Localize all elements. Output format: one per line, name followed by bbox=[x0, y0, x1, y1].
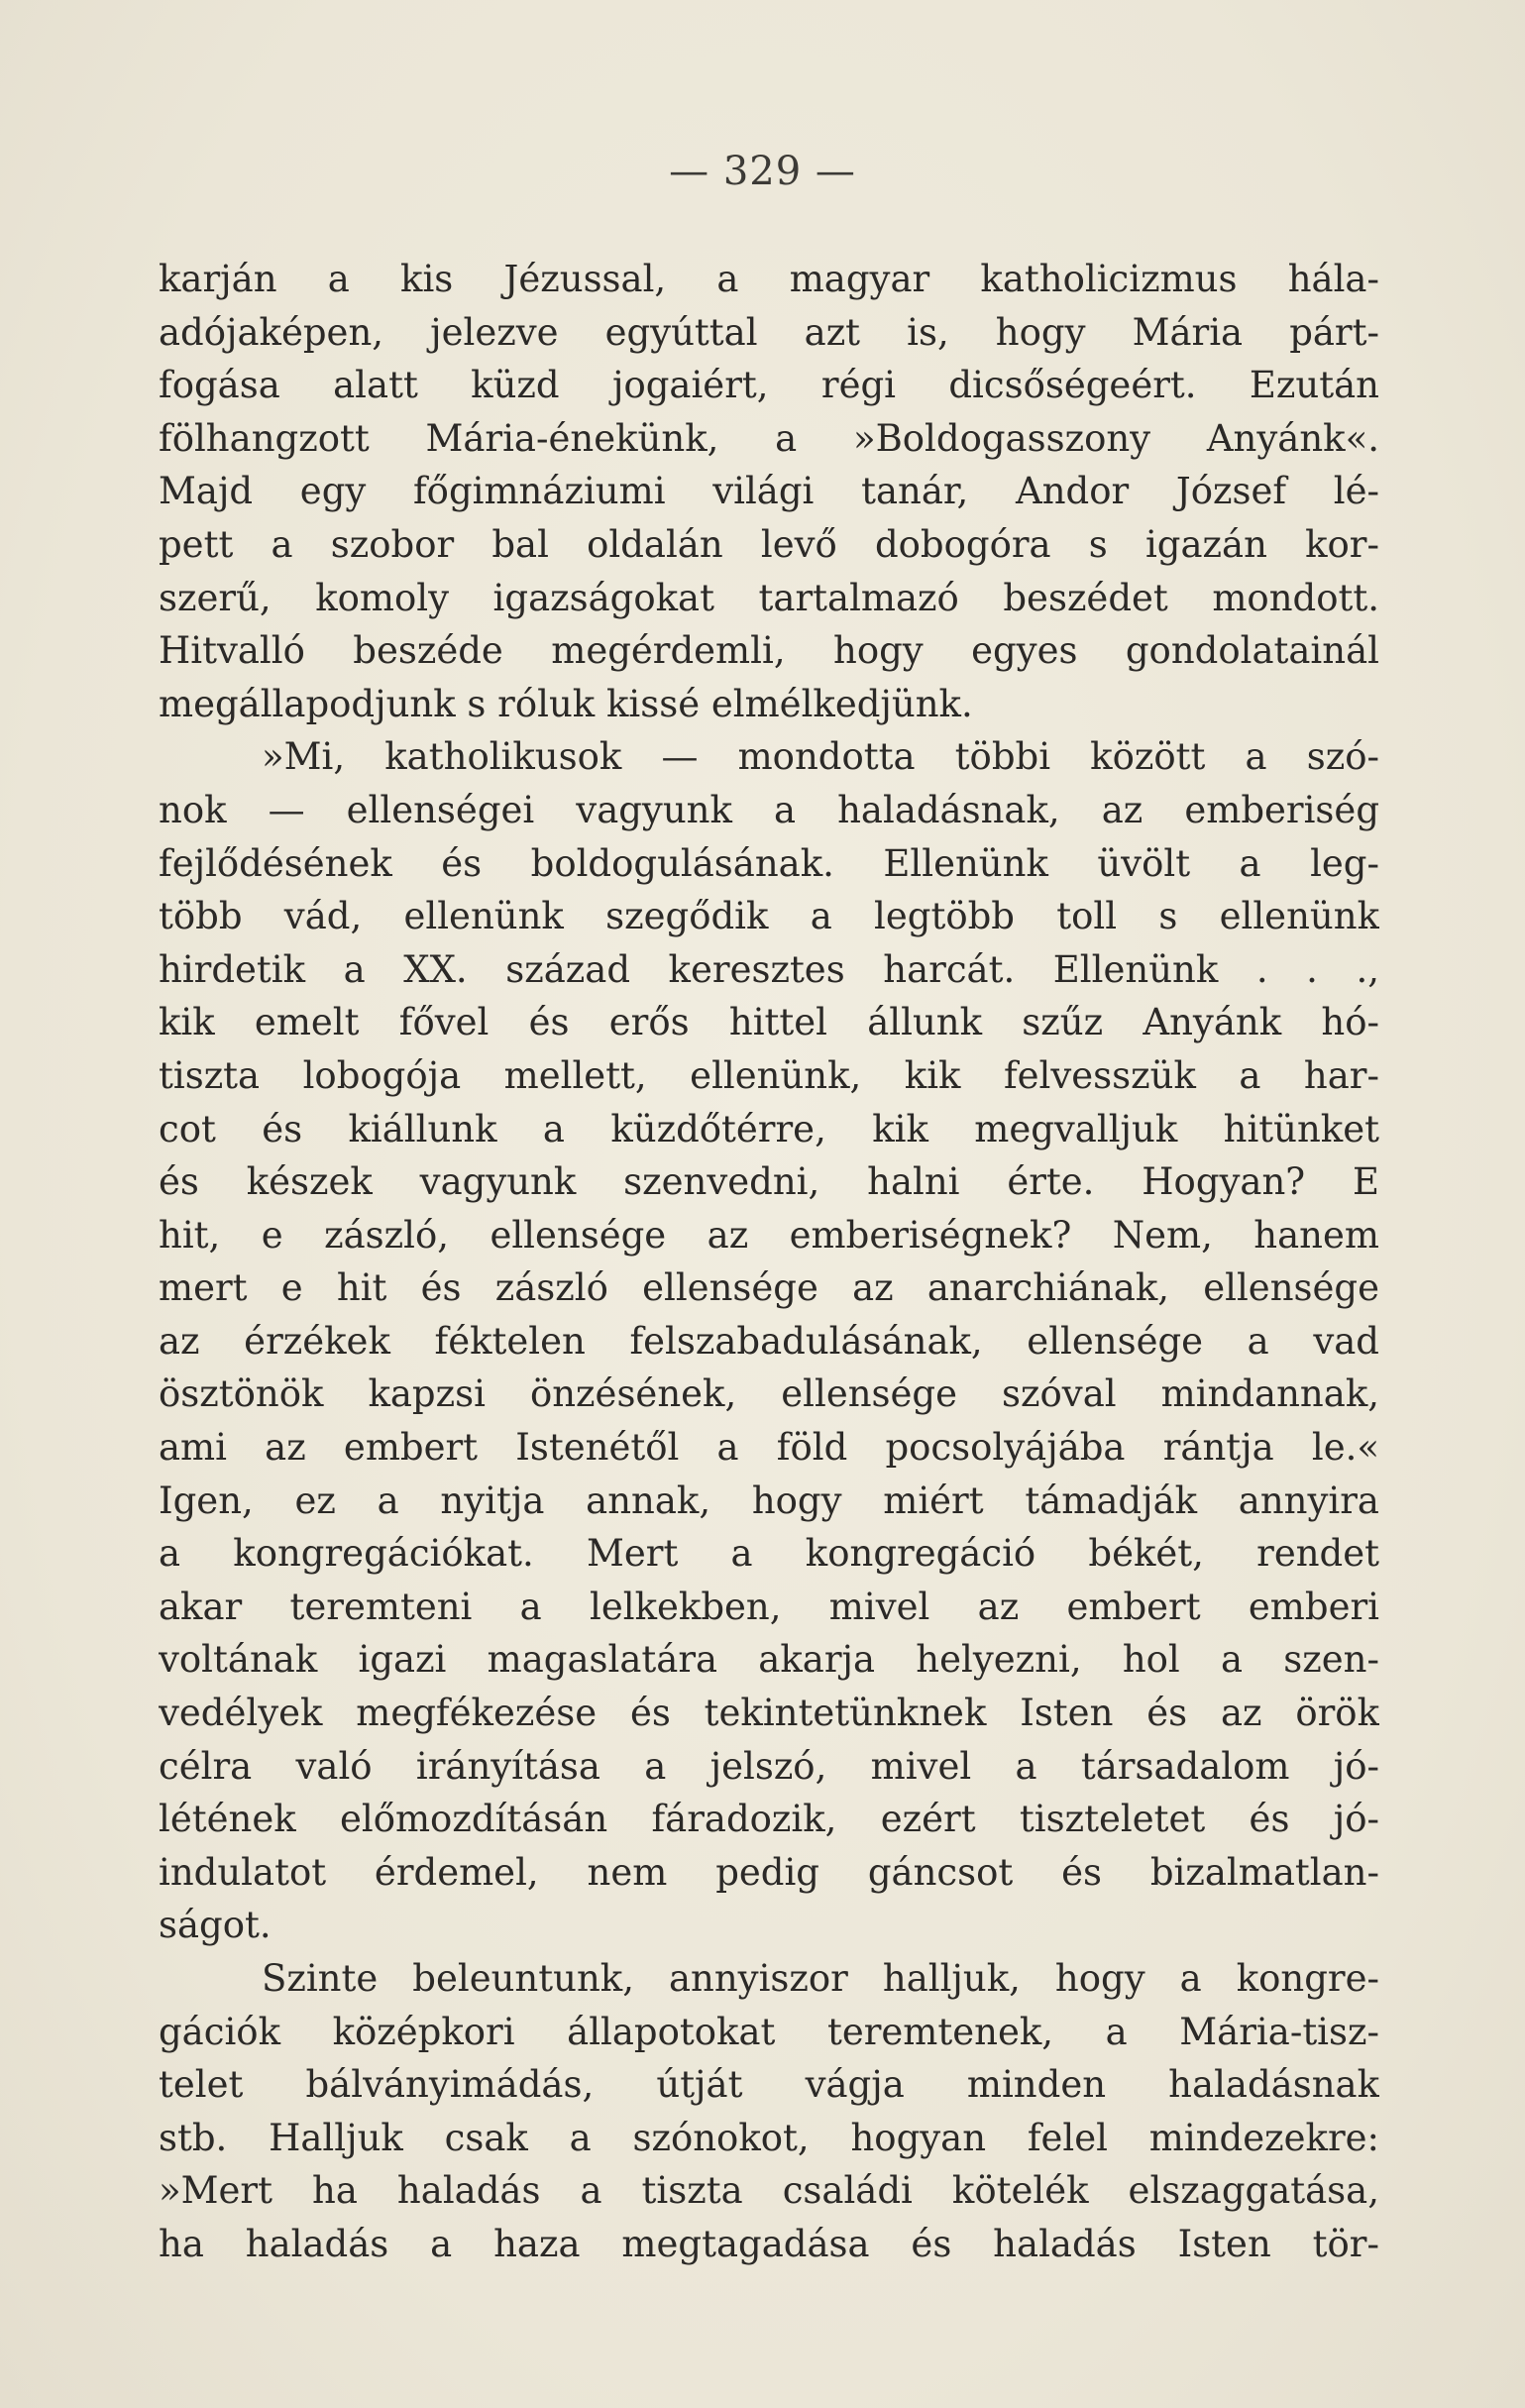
text-line: karján a kis Jézussal, a magyar katholicizmus hála- bbox=[159, 258, 1379, 300]
text-line: nok — ellenségei vagyunk a haladásnak, az emberiség bbox=[159, 788, 1379, 831]
text-line: fejlődésének és boldogulásának. Ellenünk üvölt a leg- bbox=[159, 841, 1379, 885]
text-line: hit, e zászló, ellensége az emberiségnek? Nem, hanem bbox=[159, 1213, 1379, 1257]
text-line: létének előmozdításán fáradozik, ezért tiszteletet és jó- bbox=[159, 1798, 1379, 1841]
text-line: »Mert ha haladás a tiszta családi kötelék elszaggatása, bbox=[159, 2169, 1379, 2213]
text-line: Majd egy főgimnáziumi világi tanár, Andor József lé- bbox=[159, 470, 1379, 513]
text-line: gációk középkori állapotokat teremtenek, a Mária-tisz- bbox=[159, 2010, 1379, 2053]
text-line: megállapodjunk s róluk kissé elmélkedjünk. bbox=[159, 682, 973, 725]
text-line: tiszta lobogója mellett, ellenünk, kik felvesszük a har- bbox=[159, 1053, 1379, 1097]
text-line: Szinte beleuntunk, annyiszor halljuk, hogy a kongre- bbox=[262, 1957, 1379, 2000]
text-line: több vád, ellenünk szegődik a legtöbb toll s ellenünk bbox=[159, 895, 1379, 938]
text-line: telet bálványimádás, útját vágja minden haladásnak bbox=[159, 2063, 1379, 2107]
text-line: szerű, komoly igazságokat tartalmazó beszédet mondott. bbox=[159, 576, 1379, 619]
text-line: Hitvalló beszéde megérdemli, hogy egyes gondolatainál bbox=[159, 629, 1379, 673]
text-line: »Mi, katholikusok — mondotta többi között a szó- bbox=[262, 735, 1379, 779]
text-line: kik emelt fővel és erős hittel állunk szűz Anyánk hó- bbox=[159, 1001, 1379, 1044]
text-line: hirdetik a XX. század keresztes harcát. Ellenünk . . ., bbox=[159, 947, 1379, 991]
text-line: ha haladás a haza megtagadása és haladás Isten tör- bbox=[159, 2222, 1379, 2265]
text-line: Igen, ez a nyitja annak, hogy miért támadják annyira bbox=[159, 1478, 1379, 1522]
text-line: stb. Halljuk csak a szónokot, hogyan felel mindezekre: bbox=[159, 2116, 1379, 2159]
body-text bbox=[159, 253, 1379, 2271]
text-line: és készek vagyunk szenvedni, halni érte. Hogyan? E bbox=[159, 1160, 1379, 1204]
text-line: célra való irányítása a jelszó, mivel a társadalom jó- bbox=[159, 1744, 1379, 1788]
text-line: indulatot érdemel, nem pedig gáncsot és bizalmatlan- bbox=[159, 1850, 1379, 1894]
text-line: ami az embert Istenétől a föld pocsolyájába rántja le.« bbox=[159, 1426, 1379, 1470]
text-line: mert e hit és zászló ellensége az anarchiának, ellensége bbox=[159, 1266, 1379, 1310]
text-line: ösztönök kapzsi önzésének, ellensége szóval mindannak, bbox=[159, 1372, 1379, 1416]
text-line: fölhangzott Mária-énekünk, a »Boldogasszony Anyánk«. bbox=[159, 416, 1379, 460]
text-line: az érzékek féktelen felszabadulásának, ellensége a vad bbox=[159, 1319, 1379, 1363]
text-line: voltának igazi magaslatára akarja helyezni, hol a szen- bbox=[159, 1638, 1379, 1682]
text-line: fogása alatt küzd jogaiért, régi dicsőségeért. Ezután bbox=[159, 364, 1379, 407]
text-line: adójaképen, jelezve egyúttal azt is, hogy Mária párt- bbox=[159, 310, 1379, 354]
text-line: cot és kiállunk a küzdőtérre, kik megvalljuk hitünket bbox=[159, 1107, 1379, 1150]
text-line: a kongregációkat. Mert a kongregáció békét, rendet bbox=[159, 1532, 1379, 1576]
page-number: — 329 — bbox=[669, 149, 856, 194]
text-line: vedélyek megfékezése és tekintetünknek Isten és az örök bbox=[159, 1692, 1379, 1735]
text-line: akar teremteni a lelkekben, mivel az embert emberi bbox=[159, 1585, 1379, 1628]
text-line: pett a szobor bal oldalán levő dobogóra s igazán kor- bbox=[159, 522, 1379, 566]
text-line: ságot. bbox=[159, 1904, 272, 1947]
